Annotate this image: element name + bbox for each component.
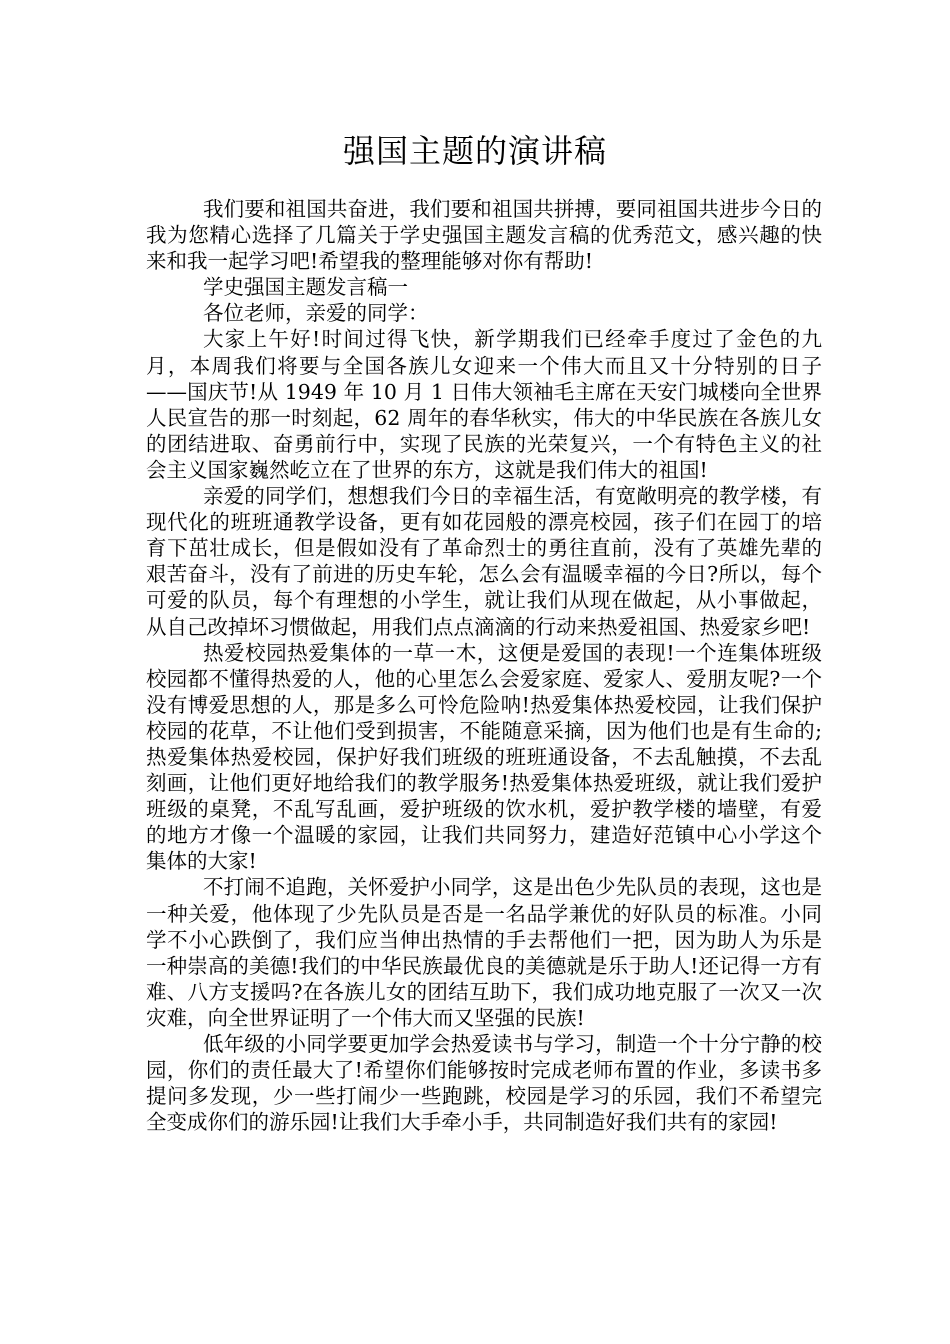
salutation: 各位老师，亲爱的同学： bbox=[203, 301, 429, 326]
body-paragraph: 不打闹不追跑，关怀爱护小同学，这是出色少先队员的表现，这也是一种关爱，他体现了少先队员是否是一名品学兼优的好队员的标准。小同学不小心跌倒了，我们应当伸出热情的手去帮他们一把，因为助人为乐是一种崇高的美德!我们的中华民族最优良的美德就是乐于助人!还记得一方有难、八方支援吗?在各族儿女的团结互助下，我们成功地克服了一次又一次灾难，向全世界证明了一个伟大而又坚强的民族! bbox=[146, 875, 822, 1030]
body-paragraph: 热爱校园热爱集体的一草一木，这便是爱国的表现!一个连集体班级校园都不懂得热爱的人，他的心里怎么会爱家庭、爱家人、爱朋友呢?一个没有博爱思想的人，那是多么可怜危险呐!热爱集体热爱校园，让我们保护校园的花草，不让他们受到损害，不能随意采摘，因为他们也是有生命的;热爱集体热爱校园，保护好我们班级的班班通设备，不去乱触摸，不去乱刻画，让他们更好地给我们的教学服务!热爱集体热爱班级，就让我们爱护班级的桌凳，不乱写乱画，爱护班级的饮水机，爱护教学楼的墙壁，有爱的地方才像一个温暖的家园，让我们共同努力，建造好范镇中心小学这个集体的大家! bbox=[146, 640, 822, 874]
body-paragraph: 亲爱的同学们，想想我们今日的幸福生活，有宽敞明亮的教学楼，有现代化的班班通教学设备，更有如花园般的漂亮校园，孩子们在园丁的培育下茁壮成长，但是假如没有了革命烈士的勇往直前，没有了英雄先辈的艰苦奋斗，没有了前进的历史车轮，怎么会有温暖幸福的今日?所以，每个可爱的队员，每个有理想的小学生，就让我们从现在做起，从小事做起，从自己改掉坏习惯做起，用我们点点滴滴的行动来热爱祖国、热爱家乡吧! bbox=[146, 484, 822, 639]
body-paragraph: 低年级的小同学要更加学会热爱读书与学习，制造一个十分宁静的校园，你们的责任最大了!希望你们能够按时完成老师布置的作业，多读书多提问多发现，少一些打闹少一些跑跳，校园是学习的乐园，我们不希望完全变成你们的游乐园!让我们大手牵小手，共同制造好我们共有的家园! bbox=[146, 1032, 822, 1135]
intro-paragraph: 我们要和祖国共奋进，我们要和祖国共拼搏，要同祖国共进步今日的我为您精心选择了几篇关于学史强国主题发言稿的优秀范文，感兴趣的快来和我一起学习吧!希望我的整理能够对你有帮助! bbox=[146, 197, 822, 274]
document-body bbox=[146, 196, 822, 1135]
section-heading: 学史强国主题发言稿一 bbox=[203, 275, 408, 300]
page-title: 强国主题的演讲稿 bbox=[342, 132, 607, 170]
body-paragraph: 大家上午好!时间过得飞快，新学期我们已经牵手度过了金色的九月，本周我们将要与全国各族儿女迎来一个伟大而且又十分特别的日子——国庆节!从 1949 年 10 月 1 日伟大领袖毛主席在天安门城楼向全世界人民宣告的那一时刻起，62 周年的春华秋实，伟大的中华民族在各族儿女的团结进取、奋勇前行中，实现了民族的光荣复兴，一个有特色主义的社会主义国家巍然屹立在了世界的东方，这就是我们伟大的祖国! bbox=[146, 327, 822, 482]
